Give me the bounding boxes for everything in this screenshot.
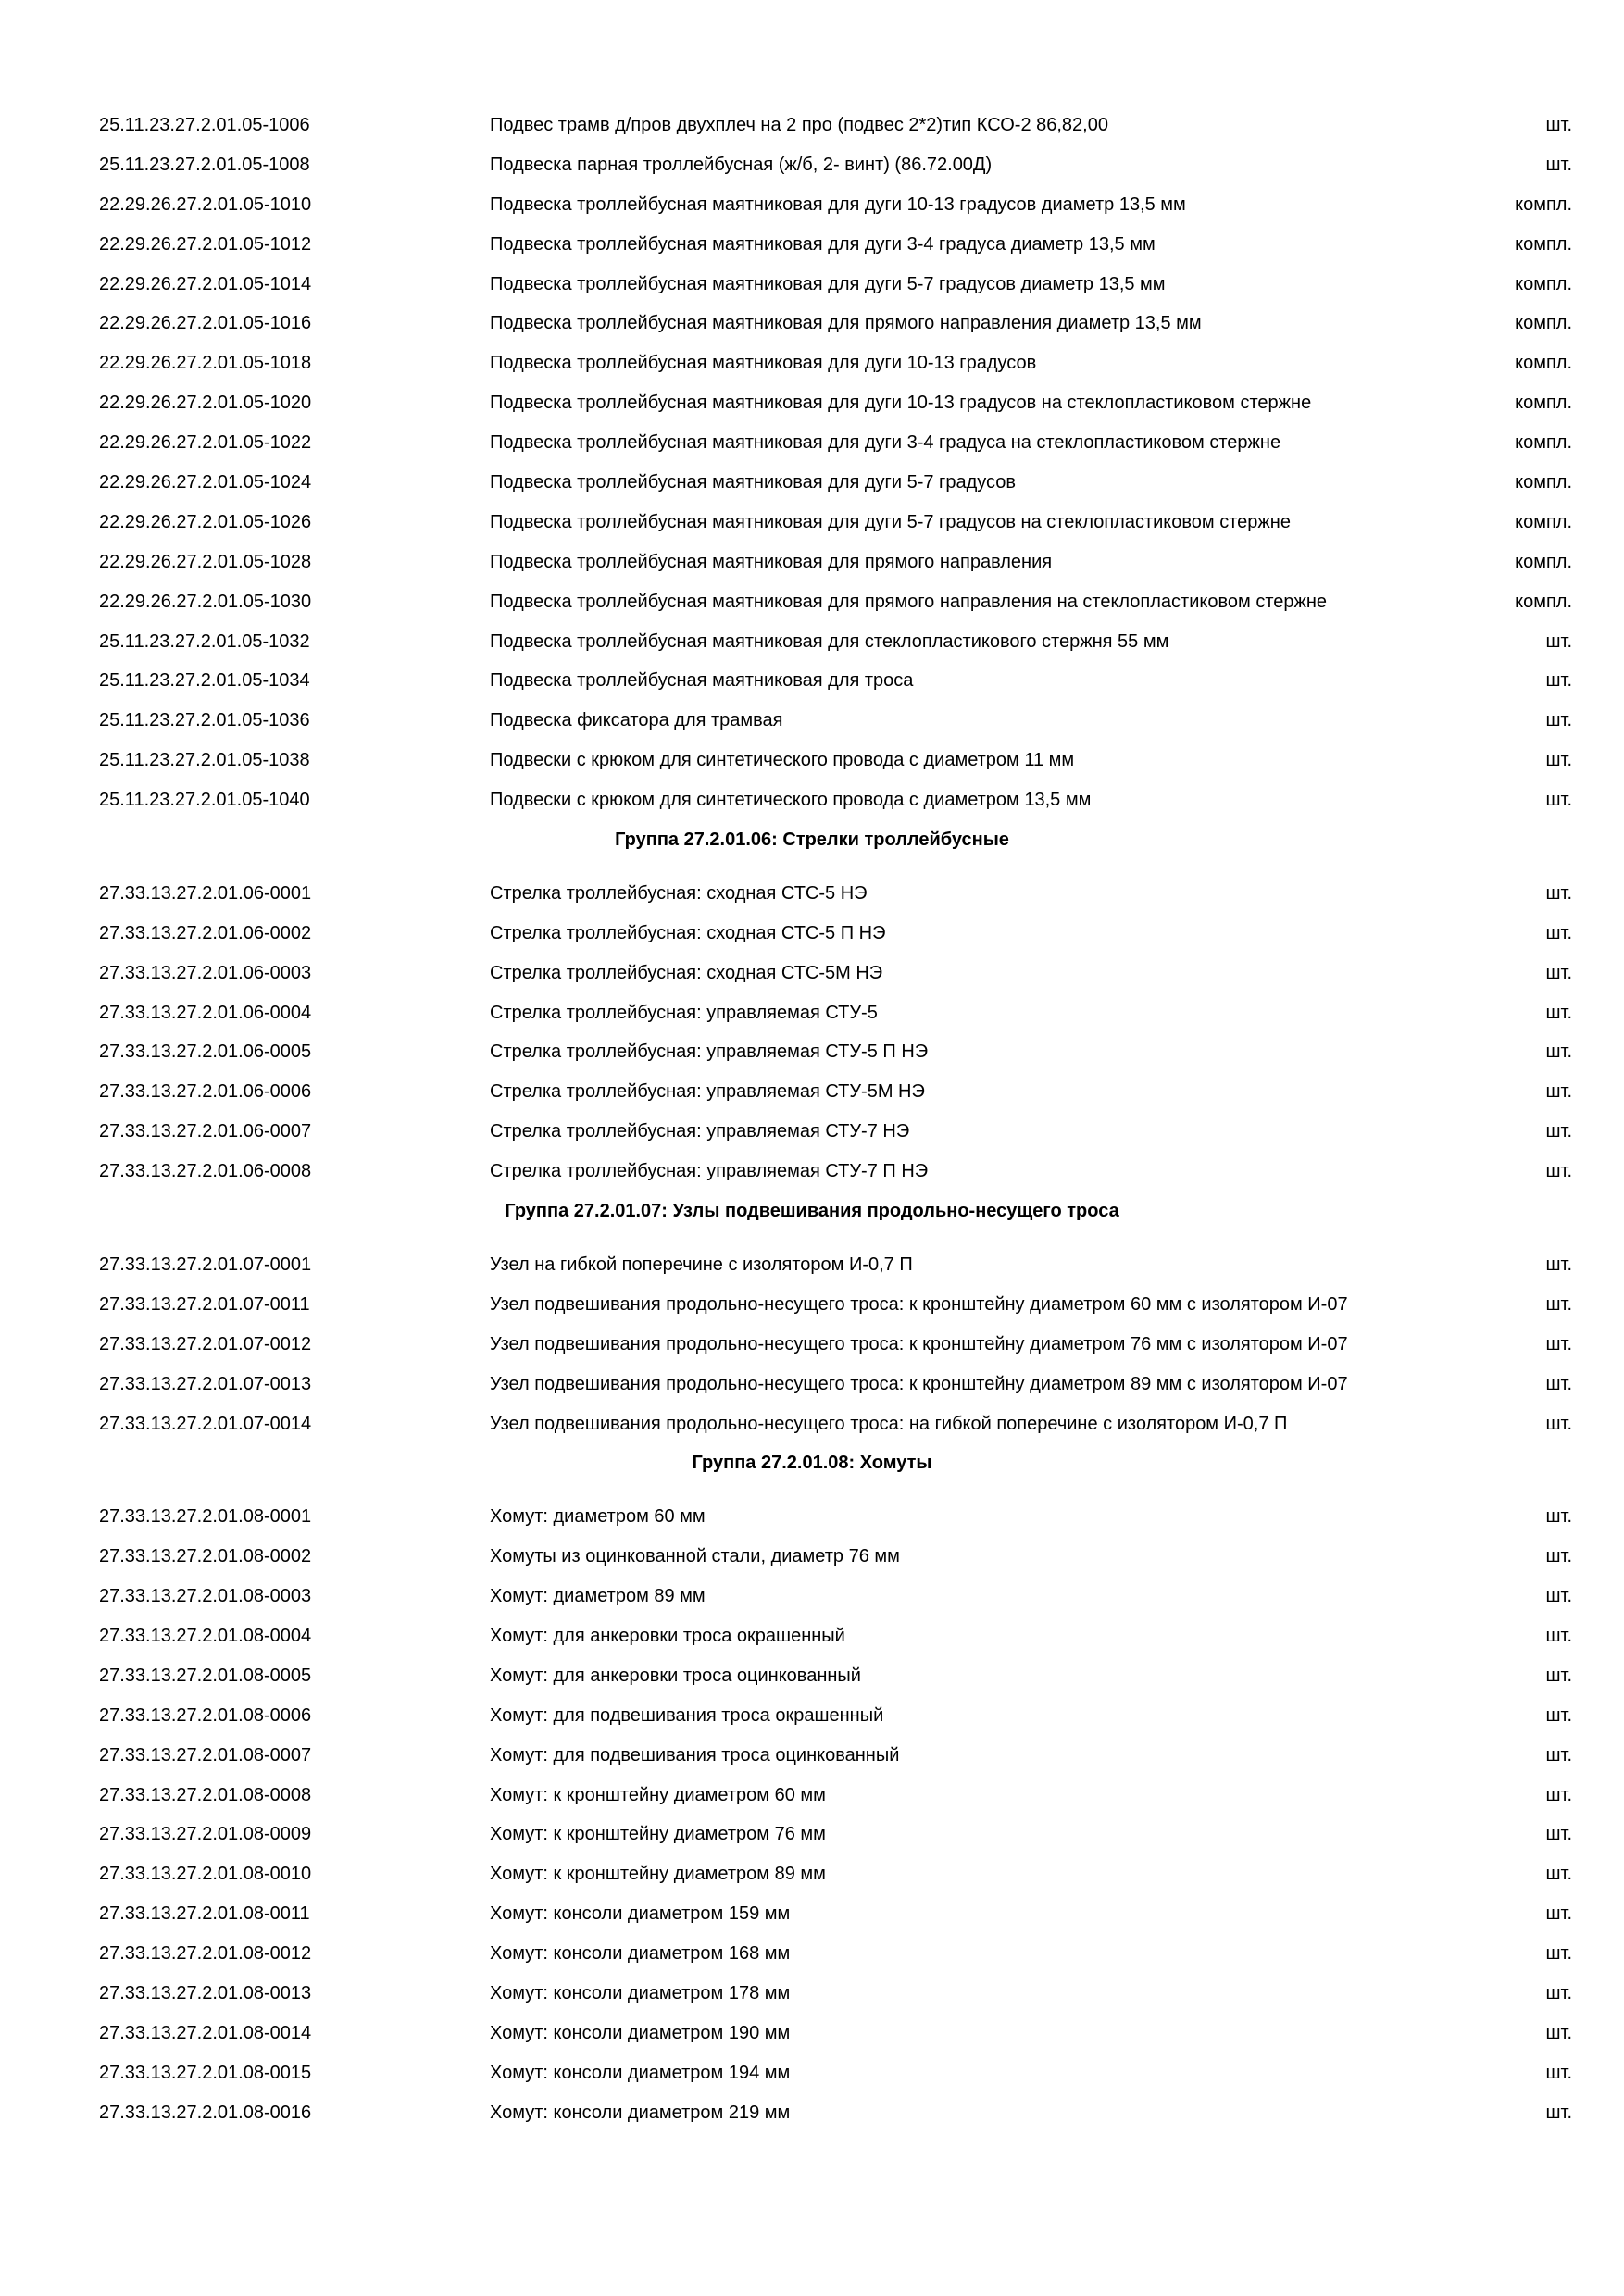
- item-unit: шт.: [1545, 1982, 1572, 2003]
- table-row: [0, 780, 1624, 820]
- group-heading: Группа 27.2.01.08: Хомуты: [692, 1453, 932, 1474]
- item-code: 22.29.26.27.2.01.05-1020: [99, 393, 312, 414]
- table-row: [0, 503, 1624, 543]
- item-name: Хомут: к кронштейну диаметром 60 мм: [490, 1784, 826, 1805]
- table-row: [0, 265, 1624, 305]
- table-row: [0, 1032, 1624, 1072]
- table-row: [0, 145, 1624, 185]
- table-row: [0, 185, 1624, 225]
- item-unit: шт.: [1545, 630, 1572, 652]
- item-name: Подвеска троллейбусная маятниковая для троса: [490, 670, 914, 692]
- item-code: 27.33.13.27.2.01.08-0009: [99, 1824, 312, 1845]
- item-unit: шт.: [1545, 1121, 1572, 1142]
- item-unit: шт.: [1545, 1161, 1572, 1182]
- item-code: 27.33.13.27.2.01.08-0010: [99, 1864, 312, 1885]
- table-row: [0, 874, 1624, 914]
- item-name: Хомут: консоли диаметром 194 мм: [490, 2062, 791, 2083]
- item-code: 27.33.13.27.2.01.08-0002: [99, 1546, 312, 1567]
- table-row: [0, 225, 1624, 265]
- table-row: [0, 2014, 1624, 2053]
- item-code: 25.11.23.27.2.01.05-1036: [99, 710, 310, 731]
- item-unit: шт.: [1545, 962, 1572, 983]
- item-code: 27.33.13.27.2.01.08-0011: [99, 1903, 310, 1925]
- item-code: 27.33.13.27.2.01.08-0016: [99, 2102, 312, 2123]
- table-row: [0, 2093, 1624, 2133]
- group-heading: Группа 27.2.01.06: Стрелки троллейбусные: [615, 830, 1009, 851]
- item-name: Хомут: к кронштейну диаметром 89 мм: [490, 1864, 826, 1885]
- item-name: Стрелка троллейбусная: управляемая СТУ-5: [490, 1002, 878, 1023]
- table-row: [0, 1577, 1624, 1616]
- item-name: Подвеска троллейбусная маятниковая для дуги 3-4 градуса на стеклопластиковом стержне: [490, 432, 1281, 454]
- table-row: [0, 1404, 1624, 1444]
- item-name: Стрелка троллейбусная: управляемая СТУ-5 П НЭ: [490, 1042, 929, 1063]
- item-name: Хомут: для анкеровки троса окрашенный: [490, 1625, 845, 1646]
- table-row: [0, 423, 1624, 463]
- table-row: [0, 1894, 1624, 1934]
- item-name: Хомут: консоли диаметром 190 мм: [490, 2022, 791, 2043]
- item-unit: шт.: [1545, 922, 1572, 943]
- item-code: 25.11.23.27.2.01.05-1038: [99, 750, 310, 771]
- group-spacer: [0, 1231, 1624, 1245]
- table-row: [0, 1152, 1624, 1192]
- item-code: 22.29.26.27.2.01.05-1014: [99, 273, 312, 294]
- item-name: Хомут: диаметром 89 мм: [490, 1586, 706, 1607]
- item-unit: шт.: [1545, 1333, 1572, 1354]
- item-code: 22.29.26.27.2.01.05-1026: [99, 511, 312, 532]
- item-name: Подвеска троллейбусная маятниковая для дуги 10-13 градусов: [490, 353, 1037, 374]
- table-row: [0, 383, 1624, 423]
- item-name: Стрелка троллейбусная: управляемая СТУ-5М НЭ: [490, 1081, 925, 1103]
- item-unit: компл.: [1515, 511, 1572, 532]
- item-unit: компл.: [1515, 472, 1572, 493]
- item-unit: шт.: [1545, 1586, 1572, 1607]
- table-row: [0, 741, 1624, 780]
- item-code: 22.29.26.27.2.01.05-1022: [99, 432, 312, 454]
- table-row: [0, 343, 1624, 383]
- item-code: 27.33.13.27.2.01.08-0006: [99, 1704, 312, 1726]
- item-code: 27.33.13.27.2.01.06-0002: [99, 922, 312, 943]
- item-code: 27.33.13.27.2.01.07-0011: [99, 1293, 310, 1315]
- item-code: 27.33.13.27.2.01.08-0001: [99, 1506, 312, 1528]
- table-row: [0, 1854, 1624, 1894]
- table-row: [0, 1616, 1624, 1656]
- table-row: [0, 463, 1624, 503]
- item-unit: шт.: [1545, 1413, 1572, 1434]
- table-row: [0, 106, 1624, 145]
- item-name: Хомут: консоли диаметром 159 мм: [490, 1903, 791, 1925]
- table-row: [0, 1815, 1624, 1854]
- item-code: 25.11.23.27.2.01.05-1006: [99, 115, 310, 135]
- item-name: Стрелка троллейбусная: управляемая СТУ-7 П НЭ: [490, 1161, 929, 1182]
- table-row: [0, 304, 1624, 343]
- item-unit: компл.: [1515, 353, 1572, 374]
- item-unit: компл.: [1515, 233, 1572, 255]
- item-unit: шт.: [1545, 1373, 1572, 1394]
- item-unit: компл.: [1515, 432, 1572, 454]
- table-row: [0, 954, 1624, 993]
- item-code: 27.33.13.27.2.01.08-0014: [99, 2022, 312, 2043]
- item-name: Стрелка троллейбусная: сходная СТС-5 П НЭ: [490, 922, 886, 943]
- item-code: 22.29.26.27.2.01.05-1010: [99, 193, 312, 215]
- item-name: Подвеска троллейбусная маятниковая для дуги 5-7 градусов на стеклопластиковом стержне: [490, 511, 1291, 532]
- item-code: 27.33.13.27.2.01.06-0005: [99, 1042, 312, 1063]
- table-row: [0, 1974, 1624, 2014]
- table-row: [0, 582, 1624, 622]
- item-name: Хомут: к кронштейну диаметром 76 мм: [490, 1824, 826, 1845]
- item-code: 27.33.13.27.2.01.06-0004: [99, 1002, 312, 1023]
- item-code: 27.33.13.27.2.01.06-0001: [99, 882, 312, 904]
- item-unit: шт.: [1545, 2062, 1572, 2083]
- table-row: [0, 701, 1624, 741]
- item-code: 22.29.26.27.2.01.05-1012: [99, 233, 312, 255]
- table-row: [0, 1696, 1624, 1736]
- item-unit: шт.: [1545, 1704, 1572, 1726]
- item-code: 27.33.13.27.2.01.08-0012: [99, 1943, 312, 1965]
- item-unit: компл.: [1515, 193, 1572, 215]
- item-unit: шт.: [1545, 1081, 1572, 1103]
- item-name: Хомут: консоли диаметром 219 мм: [490, 2102, 791, 2123]
- item-unit: шт.: [1545, 1002, 1572, 1023]
- item-name: Подвеска парная троллейбусная (ж/б, 2- винт) (86.72.00Д): [490, 154, 993, 175]
- item-unit: шт.: [1545, 1506, 1572, 1528]
- table-row: [0, 1736, 1624, 1776]
- table-row: [0, 1656, 1624, 1696]
- table-row: [0, 1776, 1624, 1816]
- item-code: 27.33.13.27.2.01.06-0008: [99, 1161, 312, 1182]
- item-name: Хомут: консоли диаметром 178 мм: [490, 1982, 791, 2003]
- table-row: [0, 1072, 1624, 1112]
- item-code: 27.33.13.27.2.01.08-0015: [99, 2062, 312, 2083]
- table-row: [0, 1325, 1624, 1365]
- item-name: Узел подвешивания продольно-несущего троса: на гибкой поперечине с изолятором И-0,7 П: [490, 1413, 1288, 1434]
- item-unit: шт.: [1545, 1546, 1572, 1567]
- table-row: [0, 661, 1624, 701]
- item-name: Узел на гибкой поперечине с изолятором И-0,7 П: [490, 1254, 913, 1275]
- item-name: Хомут: для подвешивания троса окрашенный: [490, 1704, 884, 1726]
- item-name: Подвеска троллейбусная маятниковая для стеклопластикового стержня 55 мм: [490, 630, 1169, 652]
- item-unit: шт.: [1545, 1864, 1572, 1885]
- item-unit: шт.: [1545, 154, 1572, 175]
- item-code: 27.33.13.27.2.01.07-0014: [99, 1413, 312, 1434]
- item-code: 22.29.26.27.2.01.05-1016: [99, 313, 312, 334]
- item-name: Подвеска фиксатора для трамвая: [490, 710, 783, 731]
- item-code: 27.33.13.27.2.01.08-0007: [99, 1744, 312, 1766]
- item-unit: шт.: [1545, 2022, 1572, 2043]
- item-unit: компл.: [1515, 551, 1572, 572]
- item-unit: шт.: [1545, 1625, 1572, 1646]
- item-code: 27.33.13.27.2.01.06-0006: [99, 1081, 312, 1103]
- item-name: Подвеска троллейбусная маятниковая для дуги 10-13 градусов на стеклопластиковом стержне: [490, 393, 1312, 414]
- item-code: 27.33.13.27.2.01.08-0003: [99, 1586, 312, 1607]
- table-row: [0, 1537, 1624, 1577]
- item-code: 22.29.26.27.2.01.05-1028: [99, 551, 312, 572]
- item-name: Стрелка троллейбусная: управляемая СТУ-7 НЭ: [490, 1121, 910, 1142]
- group-spacer: [0, 1483, 1624, 1497]
- item-code: 22.29.26.27.2.01.05-1018: [99, 353, 312, 374]
- item-name: Хомут: консоли диаметром 168 мм: [490, 1943, 791, 1965]
- item-unit: шт.: [1545, 710, 1572, 731]
- table-row: [0, 1497, 1624, 1537]
- item-unit: компл.: [1515, 393, 1572, 414]
- table-row: [0, 543, 1624, 582]
- item-code: 27.33.13.27.2.01.06-0007: [99, 1121, 312, 1142]
- item-unit: шт.: [1545, 882, 1572, 904]
- price-list-document: [0, 106, 1624, 2133]
- item-name: Стрелка троллейбусная: сходная СТС-5М НЭ: [490, 962, 883, 983]
- item-code: 22.29.26.27.2.01.05-1024: [99, 472, 312, 493]
- item-name: Подвеска троллейбусная маятниковая для дуги 5-7 градусов: [490, 472, 1016, 493]
- item-name: Подвеска троллейбусная маятниковая для дуги 10-13 градусов диаметр 13,5 мм: [490, 193, 1186, 215]
- item-unit: шт.: [1545, 1784, 1572, 1805]
- item-unit: шт.: [1545, 1824, 1572, 1845]
- table-row: [0, 2053, 1624, 2093]
- item-unit: компл.: [1515, 273, 1572, 294]
- item-name: Хомут: диаметром 60 мм: [490, 1506, 706, 1528]
- group-heading: Группа 27.2.01.07: Узлы подвешивания продольно-несущего троса: [505, 1201, 1119, 1222]
- item-name: Подвеска троллейбусная маятниковая для дуги 3-4 градуса диаметр 13,5 мм: [490, 233, 1156, 255]
- group-spacer: [0, 860, 1624, 874]
- item-unit: шт.: [1545, 670, 1572, 692]
- item-code: 25.11.23.27.2.01.05-1032: [99, 630, 310, 652]
- item-code: 27.33.13.27.2.01.07-0001: [99, 1254, 312, 1275]
- item-code: 27.33.13.27.2.01.07-0012: [99, 1333, 312, 1354]
- table-row: [0, 1245, 1624, 1285]
- item-code: 27.33.13.27.2.01.06-0003: [99, 962, 312, 983]
- item-unit: шт.: [1545, 1744, 1572, 1766]
- table-row: [0, 993, 1624, 1033]
- table-row: [0, 914, 1624, 954]
- item-name: Хомут: для анкеровки троса оцинкованный: [490, 1665, 861, 1686]
- table-row: [0, 1112, 1624, 1152]
- item-unit: шт.: [1545, 790, 1572, 811]
- item-unit: шт.: [1545, 1943, 1572, 1965]
- item-name: Подвески с крюком для синтетического провода с диаметром 11 мм: [490, 750, 1075, 771]
- item-name: Узел подвешивания продольно-несущего троса: к кронштейну диаметром 76 мм с изолятором И-07: [490, 1333, 1348, 1354]
- item-name: Подвеска троллейбусная маятниковая для прямого направления диаметр 13,5 мм: [490, 313, 1202, 334]
- table-row: [0, 1934, 1624, 1974]
- item-name: Подвес трамв д/пров двухплеч на 2 про (подвес 2*2)тип КСО-2 86,82,00: [490, 115, 1108, 135]
- item-unit: шт.: [1545, 115, 1572, 135]
- item-code: 22.29.26.27.2.01.05-1030: [99, 591, 312, 612]
- item-unit: шт.: [1545, 1254, 1572, 1275]
- item-name: Хомуты из оцинкованной стали, диаметр 76 мм: [490, 1546, 900, 1567]
- item-name: Подвески с крюком для синтетического провода с диаметром 13,5 мм: [490, 790, 1092, 811]
- item-name: Подвеска троллейбусная маятниковая для прямого направления: [490, 551, 1053, 572]
- item-code: 27.33.13.27.2.01.08-0008: [99, 1784, 312, 1805]
- item-code: 27.33.13.27.2.01.08-0013: [99, 1982, 312, 2003]
- item-unit: шт.: [1545, 1293, 1572, 1315]
- item-name: Узел подвешивания продольно-несущего троса: к кронштейну диаметром 60 мм с изолятором И-07: [490, 1293, 1348, 1315]
- table-row: [0, 1365, 1624, 1404]
- item-unit: компл.: [1515, 313, 1572, 334]
- item-code: 27.33.13.27.2.01.07-0013: [99, 1373, 312, 1394]
- item-unit: компл.: [1515, 591, 1572, 612]
- item-code: 25.11.23.27.2.01.05-1034: [99, 670, 310, 692]
- item-unit: шт.: [1545, 2102, 1572, 2123]
- table-row: [0, 1285, 1624, 1325]
- item-name: Стрелка троллейбусная: сходная СТС-5 НЭ: [490, 882, 868, 904]
- item-code: 27.33.13.27.2.01.08-0005: [99, 1665, 312, 1686]
- item-code: 27.33.13.27.2.01.08-0004: [99, 1625, 312, 1646]
- item-unit: шт.: [1545, 750, 1572, 771]
- item-name: Подвеска троллейбусная маятниковая для дуги 5-7 градусов диаметр 13,5 мм: [490, 273, 1166, 294]
- item-name: Хомут: для подвешивания троса оцинкованный: [490, 1744, 900, 1766]
- table-row: [0, 622, 1624, 662]
- item-unit: шт.: [1545, 1903, 1572, 1925]
- item-code: 25.11.23.27.2.01.05-1008: [99, 154, 310, 175]
- item-name: Подвеска троллейбусная маятниковая для прямого направления на стеклопластиковом стержне: [490, 591, 1328, 612]
- item-code: 25.11.23.27.2.01.05-1040: [99, 790, 310, 811]
- item-name: Узел подвешивания продольно-несущего троса: к кронштейну диаметром 89 мм с изолятором И-07: [490, 1373, 1348, 1394]
- item-unit: шт.: [1545, 1042, 1572, 1063]
- item-unit: шт.: [1545, 1665, 1572, 1686]
